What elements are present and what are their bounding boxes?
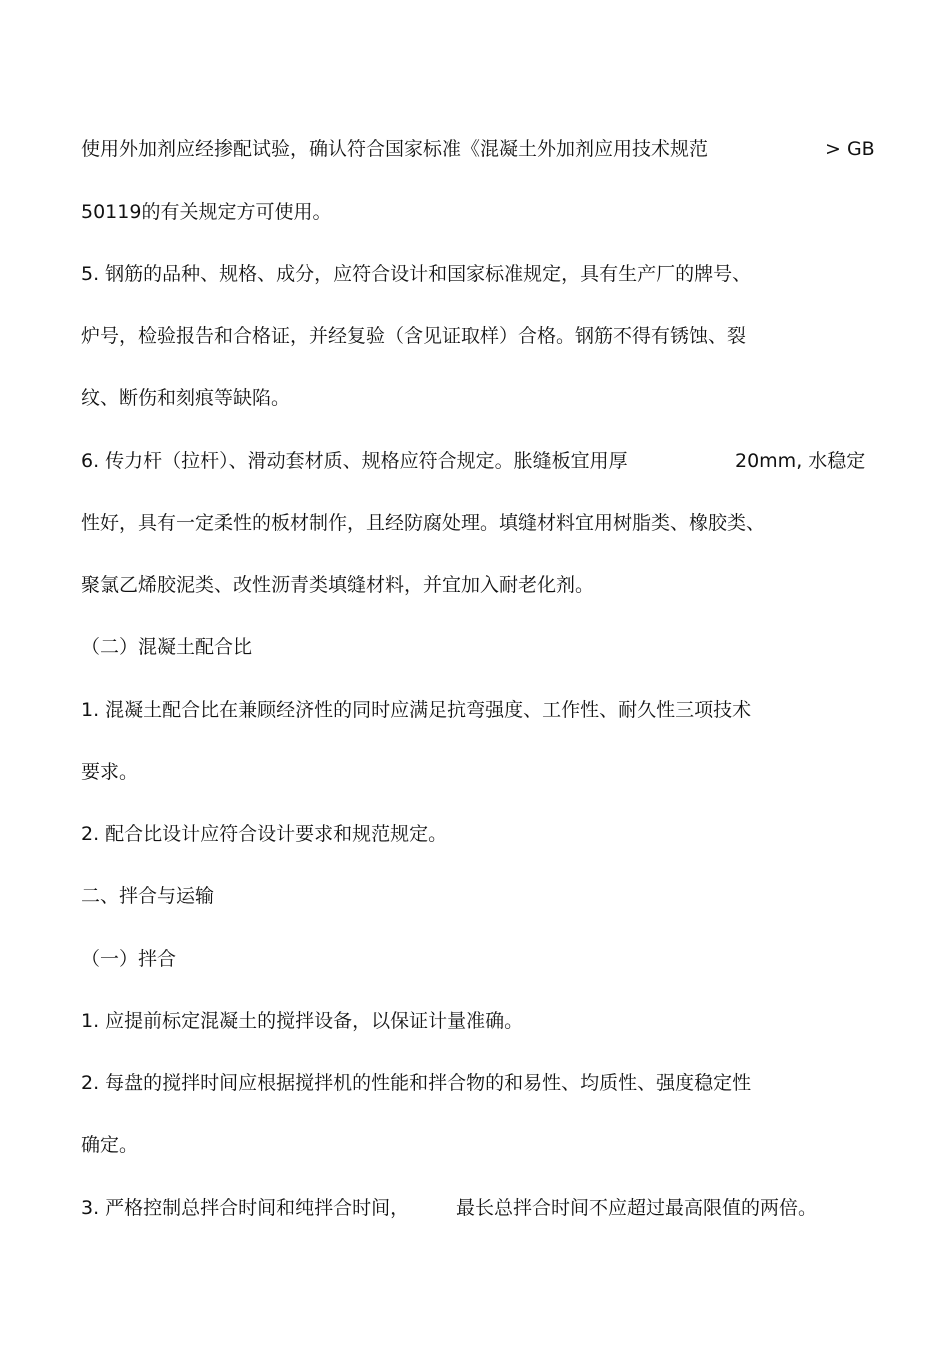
text-segment: 最长总拌合时间不应超过最高限值的两倍。	[456, 1197, 818, 1219]
text-segment: 50119的有关规定方可使用。	[81, 201, 332, 223]
text-segment: 要求。	[81, 761, 139, 783]
text-segment: 2. 每盘的搅拌时间应根据搅拌机的性能和拌合物的和易性、均质性、强度稳定性	[81, 1072, 752, 1094]
text-segment: 1. 混凝土配合比在兼顾经济性的同时应满足抗弯强度、工作性、耐久性三项技术	[81, 699, 752, 721]
text-segment: 确定。	[81, 1134, 139, 1156]
text-segment: 2. 配合比设计应符合设计要求和规范规定。	[81, 823, 448, 845]
text-segment: 3. 严格控制总拌合时间和纯拌合时间，	[81, 1197, 410, 1219]
text-segment: 1. 应提前标定混凝土的搅拌设备，以保证计量准确。	[81, 1010, 524, 1032]
text-segment: 6. 传力杆（拉杆）、滑动套材质、规格应符合规定。胀缝板宜用厚	[81, 450, 628, 472]
text-segment: 聚氯乙烯胶泥类、改性沥青类填缝材料，并宜加入耐老化剂。	[81, 574, 595, 596]
text-segment: 性好，具有一定柔性的板材制作，且经防腐处理。填缝材料宜用树脂类、橡胶类、	[81, 512, 766, 534]
text-segment: 炉号，检验报告和合格证，并经复验（含见证取样）合格。钢筋不得有锈蚀、裂	[81, 325, 747, 347]
text-segment: （二）混凝土配合比	[81, 636, 253, 658]
text-segment: 20mm, 水稳定	[735, 450, 866, 472]
text-segment: （一）拌合	[81, 948, 177, 970]
text-segment: 二、拌合与运输	[81, 885, 215, 907]
text-segment: > GB	[825, 138, 875, 160]
text-segment: 使用外加剂应经掺配试验，确认符合国家标准《混凝土外加剂应用技术规范	[81, 138, 709, 160]
text-segment: 纹、断伤和刻痕等缺陷。	[81, 387, 291, 409]
text-segment: 5. 钢筋的品种、规格、成分，应符合设计和国家标准规定，具有生产厂的牌号、	[81, 263, 752, 285]
